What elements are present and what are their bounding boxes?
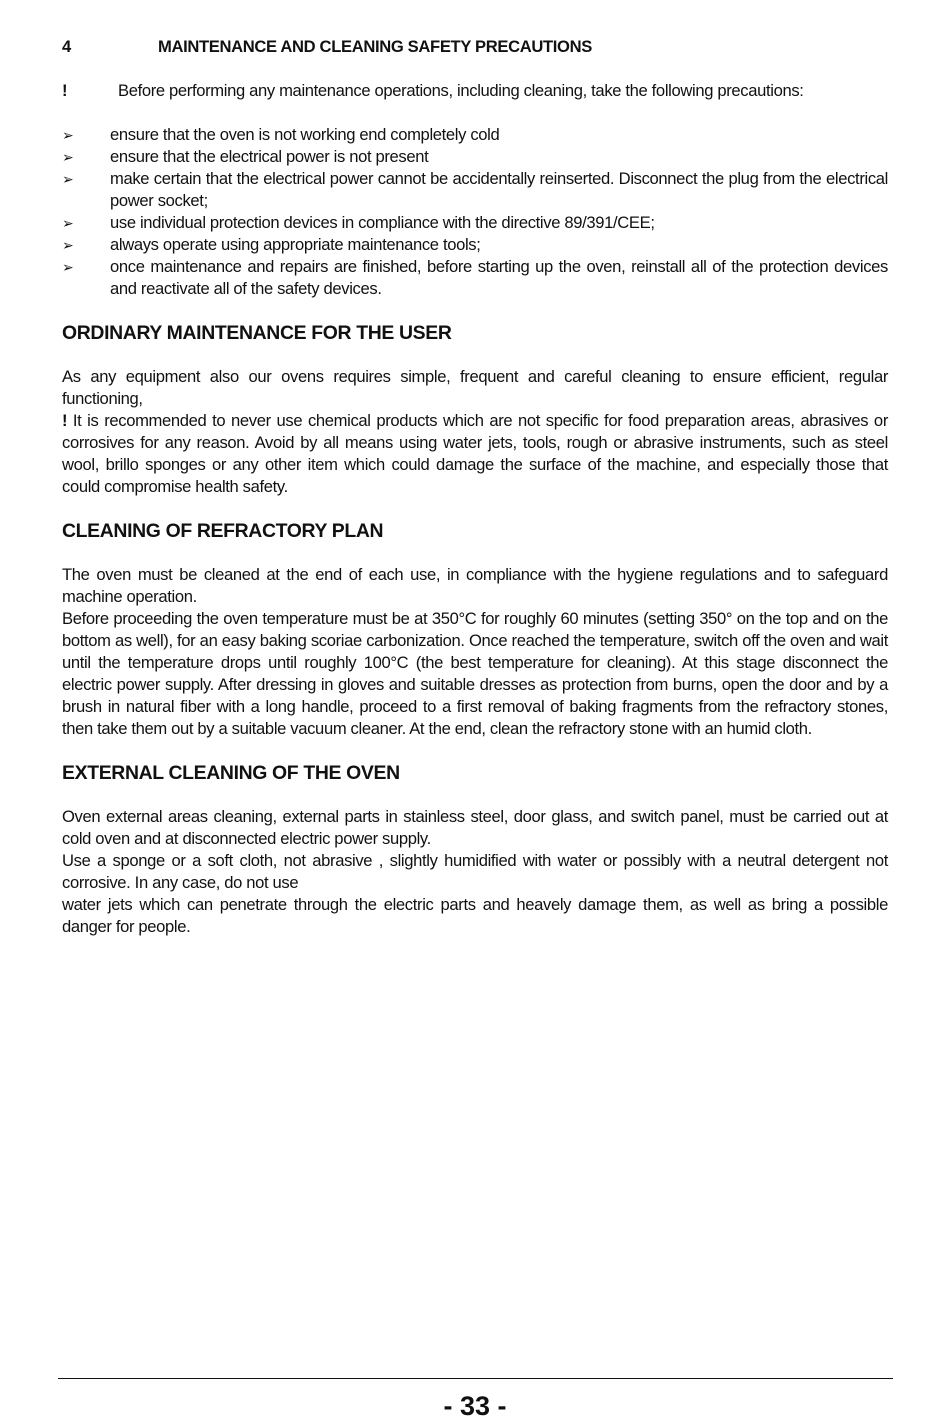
precautions-list: [62, 124, 888, 300]
arrow-bullet-icon: ➢: [62, 237, 74, 253]
section-number: 4: [62, 37, 71, 56]
warning-text: Before performing any maintenance operations, including cleaning, take the following precautions:: [118, 81, 804, 100]
list-item: ➢ once maintenance and repairs are finished, before starting up the oven, reinstall all of the protection devices and reactivate all of the safety devices.: [62, 257, 888, 298]
warning-line: [62, 80, 888, 102]
arrow-bullet-icon: ➢: [62, 127, 74, 143]
list-item: ➢ ensure that the oven is not working end completely cold: [62, 125, 500, 144]
arrow-bullet-icon: ➢: [62, 149, 74, 165]
external-paragraph-3: water jets which can penetrate through the electric parts and heavely damage them, as well as bring a possible danger for people.: [62, 895, 888, 936]
external-paragraph-2: Use a sponge or a soft cloth, not abrasive , slightly humidified with water or possibly with a neutral detergent not corrosive. In any case, do not use: [62, 851, 888, 892]
section-heading: [62, 36, 888, 58]
refractory-paragraph-2: Before proceeding the oven temperature must be at 350°C for roughly 60 minutes (setting 350° on the top and on the bottom as well), for an easy baking scoriae carbonization. Once reached the temperature, switch off the oven and wait until the temperature drops until roughly 100°C (the best temperature for cleaning). At this stage disconnect the electric power supply. After dressing in gloves and suitable dresses as protection from burns, open the door and by a brush in natural fiber with a long handle, proceed to a first removal of baking fragments from the refractory stones, then take them out by a suitable vacuum cleaner. At the end, clean the refractory stone with an humid cloth.: [62, 609, 888, 738]
section-title: MAINTENANCE AND CLEANING SAFETY PRECAUTIONS: [158, 37, 592, 56]
ordinary-paragraph-2: ! It is recommended to never use chemical products which are not specific for food preparation areas, abrasives or corrosives for any reason. Avoid by all means using water jets, tools, rough or abrasive instruments, such as steel wool, brillo sponges or any other item which could damage the surface of the machine, and especially those that could compromise health safety.: [62, 411, 888, 496]
list-item: ➢ use individual protection devices in compliance with the directive 89/391/CEE;: [62, 213, 655, 232]
footer-divider: [58, 1378, 893, 1379]
arrow-bullet-icon: ➢: [62, 259, 74, 275]
external-paragraph-1: Oven external areas cleaning, external parts in stainless steel, door glass, and switch panel, must be carried out at cold oven and at disconnected electric power supply.: [62, 807, 888, 848]
ordinary-maintenance-heading: ORDINARY MAINTENANCE FOR THE USER: [62, 322, 452, 344]
page-number: - 33 -: [443, 1391, 507, 1421]
warning-mark: !: [62, 81, 68, 100]
arrow-bullet-icon: ➢: [62, 215, 74, 231]
refractory-cleaning-heading: CLEANING OF REFRACTORY PLAN: [62, 520, 384, 542]
exclamation-mark: !: [62, 411, 68, 430]
refractory-paragraph-1: The oven must be cleaned at the end of each use, in compliance with the hygiene regulations and to safeguard machine operation.: [62, 565, 888, 606]
list-item: ➢ always operate using appropriate maintenance tools;: [62, 235, 481, 254]
ordinary-paragraph-1: As any equipment also our ovens requires simple, frequent and careful cleaning to ensure efficient, regular functioning,: [62, 367, 888, 408]
external-cleaning-heading: EXTERNAL CLEANING OF THE OVEN: [62, 762, 400, 784]
list-item: ➢ ensure that the electrical power is not present: [62, 147, 429, 166]
document-page: [62, 36, 888, 938]
arrow-bullet-icon: ➢: [62, 171, 74, 187]
list-item: ➢ make certain that the electrical power cannot be accidentally reinserted. Disconnect the plug from the electrical power socket;: [62, 169, 888, 210]
